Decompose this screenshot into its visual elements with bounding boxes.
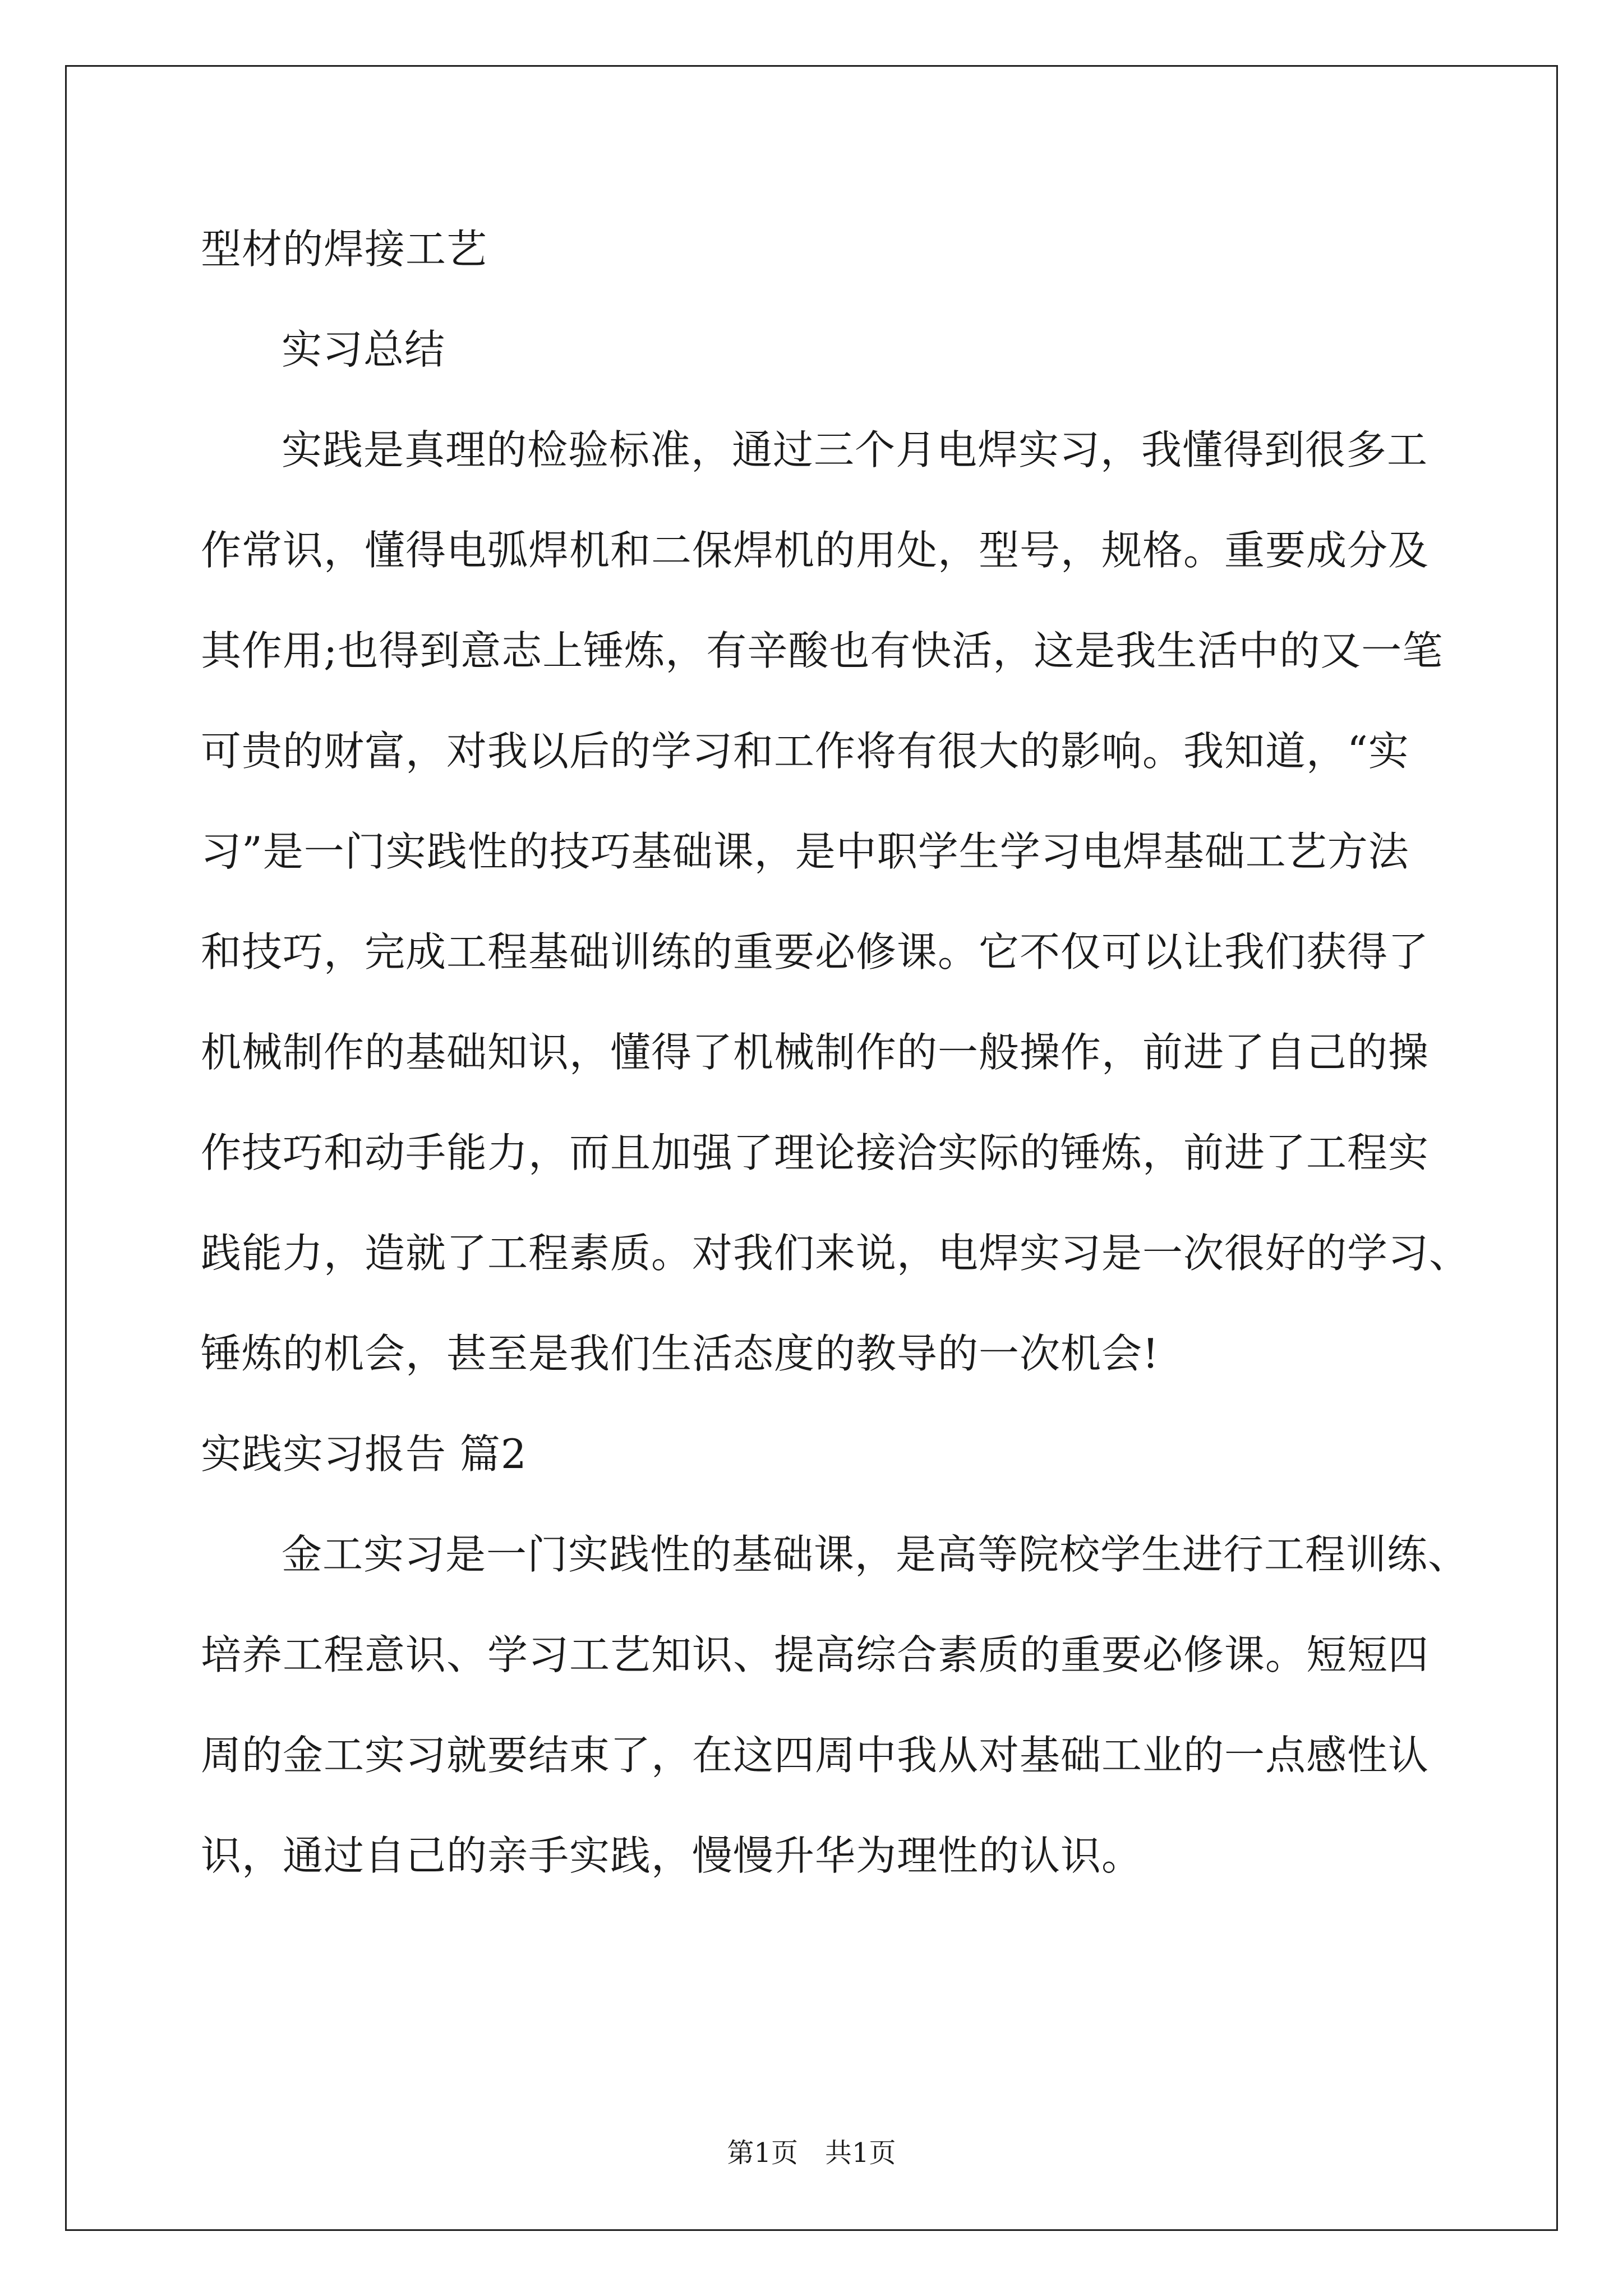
document-title: 型材的焊接工艺 <box>201 226 488 273</box>
paragraph-line: 识，通过自己的亲手实践，慢慢升华为理性的认识。 <box>201 1832 1143 1879</box>
paragraph-line: 培养工程意识、学习工艺知识、提高综合素质的重要必修课。短短四 <box>201 1631 1430 1678</box>
page-number: 第1页 <box>727 2137 798 2169</box>
section-heading-summary: 实习总结 <box>282 326 446 373</box>
section-heading-report: 实践实习报告 篇2 <box>201 1430 527 1478</box>
paragraph-line: 践能力，造就了工程素质。对我们来说，电焊实习是一次很好的学习、 <box>201 1230 1470 1277</box>
paragraph-line: 机械制作的基础知识，懂得了机械制作的一般操作，前进了自己的操 <box>201 1029 1430 1076</box>
paragraph-line: 锤炼的机会，甚至是我们生活态度的教导的一次机会! <box>201 1330 1159 1377</box>
paragraph-line: 其作用;也得到意志上锤炼，有辛酸也有快活，这是我生活中的又一笔 <box>201 627 1444 674</box>
paragraph-line: 和技巧，完成工程基础训练的重要必修课。它不仅可以让我们获得了 <box>201 928 1430 976</box>
paragraph-line: 金工实习是一门实践性的基础课，是高等院校学生进行工程训练、 <box>282 1531 1469 1578</box>
paragraph-1 <box>201 400 1502 1404</box>
page-total: 共1页 <box>825 2137 896 2169</box>
paragraph-2 <box>201 1504 1502 1906</box>
paragraph-line: 作技巧和动手能力，而且加强了理论接洽实际的锤炼，前进了工程实 <box>201 1129 1430 1176</box>
document-body <box>201 199 1502 1906</box>
paragraph-line: 习”是一门实践性的技巧基础课，是中职学生学习电焊基础工艺方法 <box>201 828 1409 875</box>
paragraph-line: 周的金工实习就要结束了，在这四周中我从对基础工业的一点感性认 <box>201 1732 1430 1779</box>
paragraph-line: 实践是真理的检验标准，通过三个月电焊实习，我懂得到很多工 <box>282 426 1428 473</box>
paragraph-line: 作常识，懂得电弧焊机和二保焊机的用处，型号，规格。重要成分及 <box>201 527 1430 574</box>
page-footer <box>0 2136 1623 2170</box>
paragraph-line: 可贵的财富，对我以后的学习和工作将有很大的影响。我知道，“实 <box>201 728 1409 775</box>
